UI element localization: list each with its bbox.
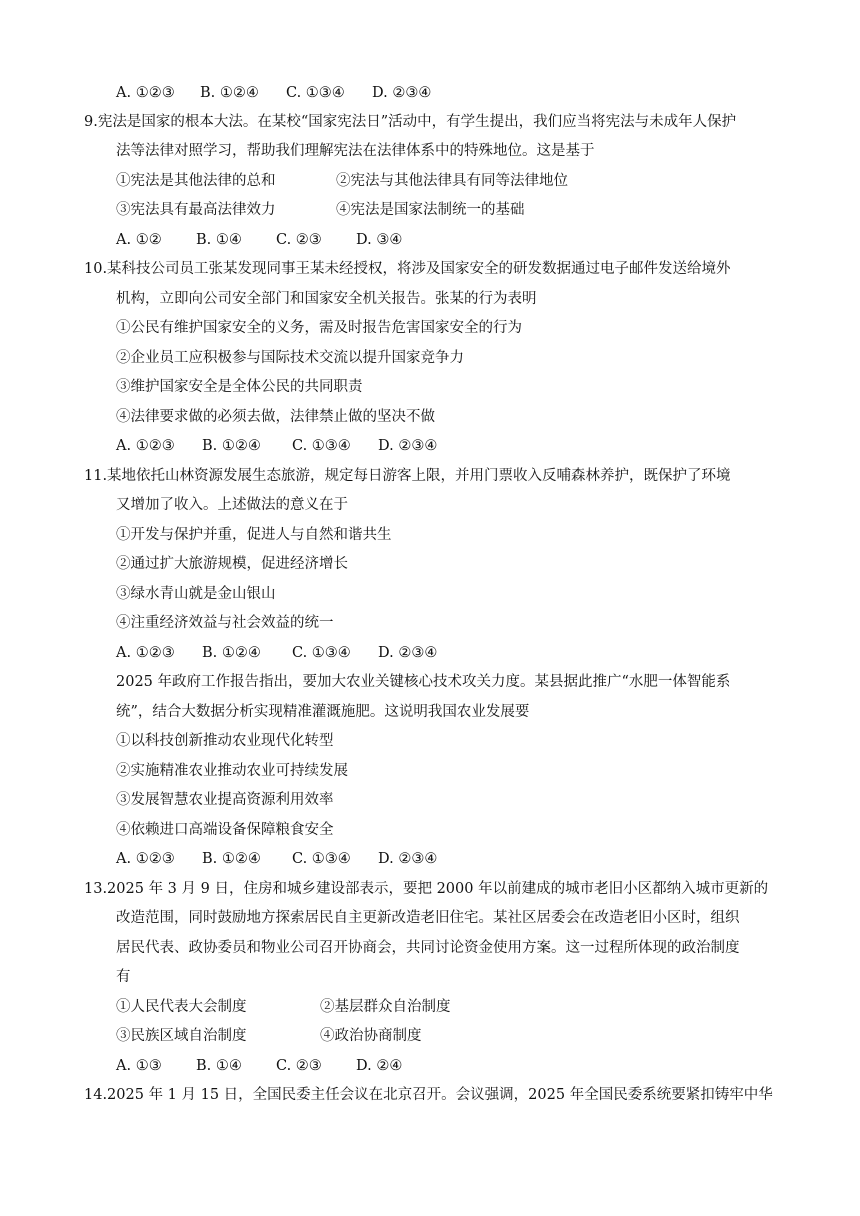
q8-option-b: B. ①②④ [200, 85, 259, 101]
q8-option-d: D. ②③④ [372, 85, 432, 101]
q13-stem-line1: 13.2025 年 3 月 9 日，住房和城乡建设部表示，要把 2000 年以前建成的城市老旧小区都纳入城市更新的 [84, 881, 769, 897]
q10-options [116, 436, 437, 456]
q12-stem-line2: 统”，结合大数据分析实现精准灌溉施肥。这说明我国农业发展要 [116, 704, 530, 720]
q10-option-c: C. ①③④ [292, 438, 351, 454]
q10-option-a: A. ①②③ [116, 438, 175, 454]
q9-stem-line1: 9.宪法是国家的根本大法。在某校“国家宪法日”活动中，有学生提出，我们应当将宪法与未成年人保护 [84, 114, 737, 130]
q13-statement-2: ②基层群众自治制度 [320, 999, 451, 1015]
q8-option-c: C. ①③④ [286, 85, 345, 101]
q13-option-c: C. ②③ [276, 1058, 322, 1074]
q9-option-d: D. ③④ [356, 232, 403, 248]
q9-statement-3: ③宪法具有最高法律效力 [116, 202, 276, 218]
q9-options [116, 230, 402, 250]
q9-option-b: B. ①④ [196, 232, 242, 248]
q10-option-b: B. ①②④ [202, 438, 261, 454]
q14-stem-line1: 14.2025 年 1 月 15 日，全国民委主任会议在北京召开。会议强调，2025 年全国民委系统要紧扣铸牢中华 [84, 1087, 773, 1103]
q11-option-c: C. ①③④ [292, 645, 351, 661]
q13-stem-line3: 居民代表、政协委员和物业公司召开协商会，共同讨论资金使用方案。这一过程所体现的政治制度 [116, 940, 740, 956]
q9-stem-line2: 法等法律对照学习，帮助我们理解宪法在法律体系中的特殊地位。这是基于 [116, 143, 595, 159]
q9-statement-2: ②宪法与其他法律具有同等法律地位 [336, 173, 568, 189]
q11-option-a: A. ①②③ [116, 645, 175, 661]
q11-statement-2: ②通过扩大旅游规模，促进经济增长 [116, 556, 348, 572]
q13-option-d: D. ②④ [356, 1058, 403, 1074]
q11-option-b: B. ①②④ [202, 645, 261, 661]
q13-stem-line4: 有 [116, 969, 131, 985]
q11-statement-3: ③绿水青山就是金山银山 [116, 586, 276, 602]
q13-stem-line2: 改造范围，同时鼓励地方探索居民自主更新改造老旧住宅。某社区居委会在改造老旧小区时，组织 [116, 910, 740, 926]
q12-option-b: B. ①②④ [202, 851, 261, 867]
q9-statement-1: ①宪法是其他法律的总和 [116, 173, 276, 189]
q11-stem-line1: 11.某地依托山林资源发展生态旅游，规定每日游客上限，并用门票收入反哺森林养护，既保护了环境 [84, 468, 731, 484]
q10-statement-4: ④法律要求做的必须去做，法律禁止做的坚决不做 [116, 409, 435, 425]
q12-option-d: D. ②③④ [378, 851, 438, 867]
q12-option-a: A. ①②③ [116, 851, 175, 867]
q13-statement-1: ①人民代表大会制度 [116, 999, 247, 1015]
q10-statement-2: ②企业员工应积极参与国际技术交流以提升国家竞争力 [116, 350, 464, 366]
q9-option-c: C. ②③ [276, 232, 322, 248]
q10-option-d: D. ②③④ [378, 438, 438, 454]
q13-statement-3: ③民族区域自治制度 [116, 1028, 247, 1044]
q12-statement-3: ③发展智慧农业提高资源利用效率 [116, 792, 334, 808]
q9-option-a: A. ①② [116, 232, 162, 248]
q8-options [116, 83, 431, 103]
q13-option-b: B. ①④ [196, 1058, 242, 1074]
q12-statement-1: ①以科技创新推动农业现代化转型 [116, 733, 334, 749]
q10-statement-3: ③维护国家安全是全体公民的共同职责 [116, 379, 363, 395]
q10-stem-line2: 机构，立即向公司安全部门和国家安全机关报告。张某的行为表明 [116, 291, 537, 307]
q12-options [116, 849, 437, 869]
q10-statement-1: ①公民有维护国家安全的义务，需及时报告危害国家安全的行为 [116, 320, 522, 336]
q13-option-a: A. ①③ [116, 1058, 162, 1074]
q12-stem-line1: 2025 年政府工作报告指出，要加大农业关键核心技术攻关力度。某县据此推广“水肥一体智能系 [116, 674, 731, 690]
q8-option-a: A. ①②③ [116, 85, 175, 101]
q11-statement-4: ④注重经济效益与社会效益的统一 [116, 615, 334, 631]
q9-statement-4: ④宪法是国家法制统一的基础 [336, 202, 525, 218]
q11-statement-1: ①开发与保护并重，促进人与自然和谐共生 [116, 527, 392, 543]
q13-options [116, 1056, 402, 1076]
q12-statement-2: ②实施精准农业推动农业可持续发展 [116, 763, 348, 779]
q10-stem-line1: 10.某科技公司员工张某发现同事王某未经授权，将涉及国家安全的研发数据通过电子邮件发送给境外 [84, 261, 731, 277]
q13-statement-4: ④政治协商制度 [320, 1028, 422, 1044]
q11-stem-line2: 又增加了收入。上述做法的意义在于 [116, 497, 348, 513]
q11-options [116, 643, 437, 663]
q12-statement-4: ④依赖进口高端设备保障粮食安全 [116, 822, 334, 838]
q12-option-c: C. ①③④ [292, 851, 351, 867]
q11-option-d: D. ②③④ [378, 645, 438, 661]
